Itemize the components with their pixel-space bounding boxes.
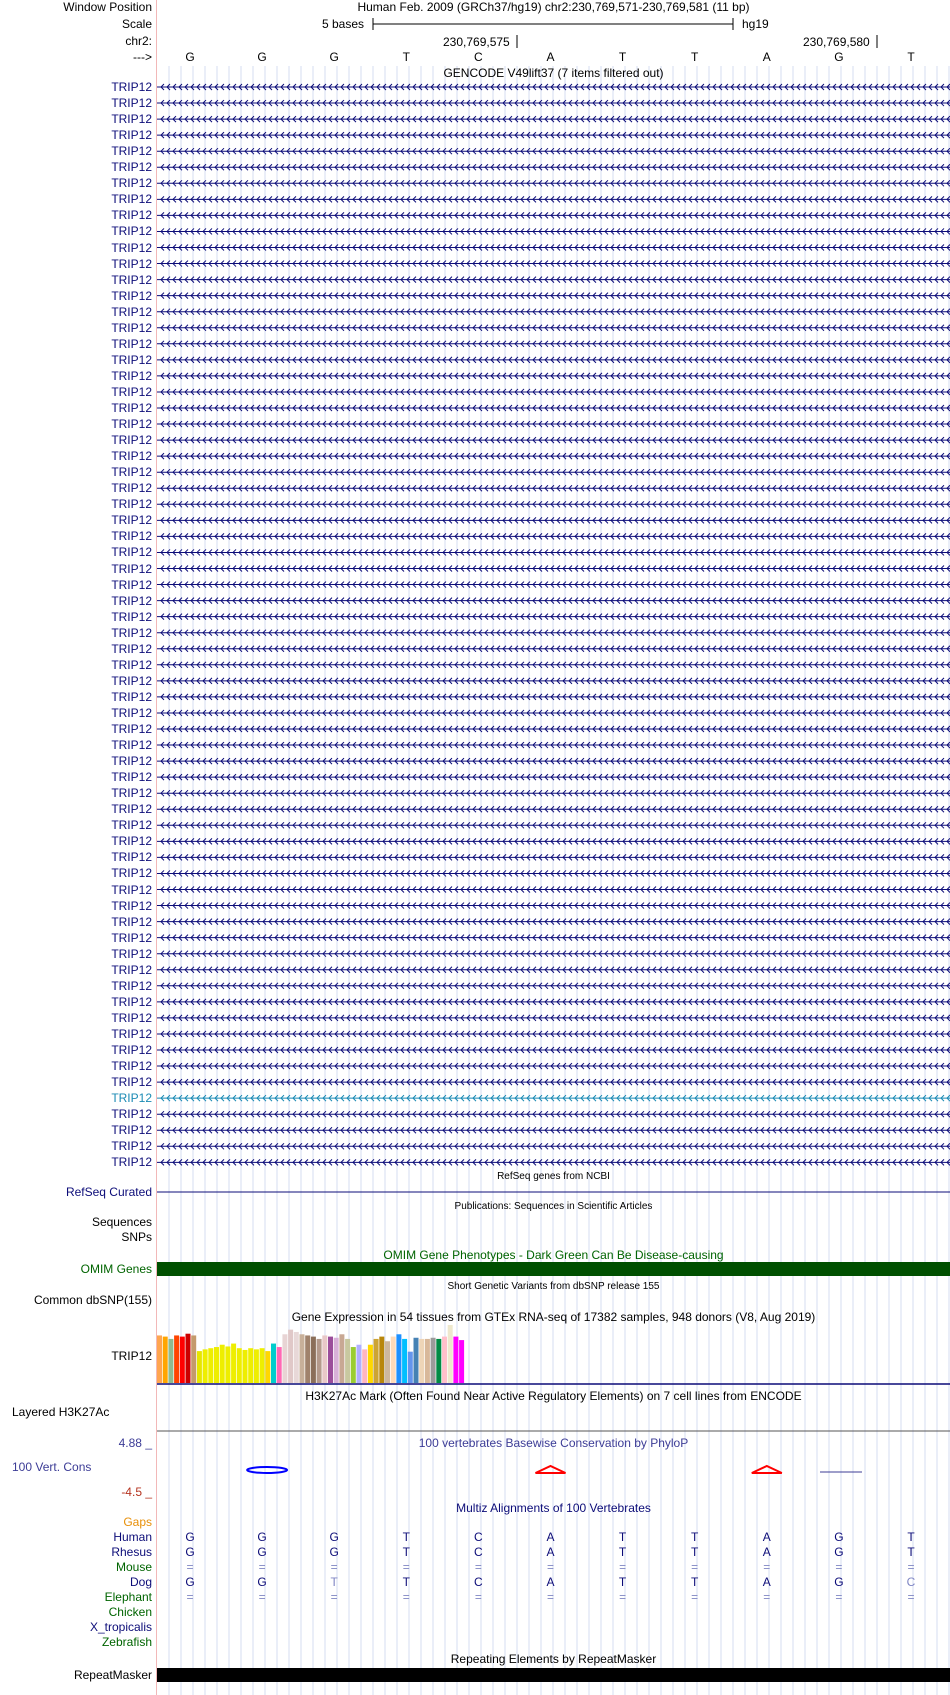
multiz-base: A	[546, 1530, 555, 1544]
gencode-transcript-label[interactable]: TRIP12	[111, 449, 152, 464]
gencode-transcript-label[interactable]: TRIP12	[111, 417, 152, 432]
omim-track-label[interactable]: OMIM Genes	[80, 1262, 152, 1276]
gtex-tissue-bar	[300, 1334, 305, 1383]
gencode-transcript-label[interactable]: TRIP12	[111, 176, 152, 191]
gtex-tissue-bar	[305, 1335, 310, 1383]
phylop-track-label[interactable]: 100 Vert. Cons	[12, 1460, 92, 1474]
gencode-transcript-label[interactable]: TRIP12	[111, 882, 152, 897]
gtex-tissue-bar	[197, 1351, 202, 1383]
multiz-base: =	[691, 1590, 699, 1604]
gtex-track-label[interactable]: TRIP12	[111, 1349, 152, 1363]
gtex-tissue-bar	[408, 1352, 413, 1383]
repeatmasker-track-label[interactable]: RepeatMasker	[73, 1668, 152, 1682]
omim-bar	[157, 1262, 950, 1276]
multiz-base: =	[258, 1560, 266, 1574]
gencode-transcript-label[interactable]: TRIP12	[111, 866, 152, 881]
base-letter: G	[257, 50, 267, 64]
gencode-transcript-label[interactable]: TRIP12	[111, 144, 152, 159]
multiz-base: T	[402, 1530, 410, 1544]
chrom-label: chr2:	[125, 34, 152, 48]
refseq-track-title: RefSeq genes from NCBI	[497, 1171, 610, 1182]
gencode-transcript-label[interactable]: TRIP12	[111, 770, 152, 785]
multiz-base: =	[835, 1560, 843, 1574]
gencode-transcript-label[interactable]: TRIP12	[111, 112, 152, 127]
multiz-base: C	[474, 1545, 483, 1559]
base-letter: T	[691, 50, 699, 64]
multiz-base: =	[619, 1590, 627, 1604]
gencode-transcript-label[interactable]: TRIP12	[111, 786, 152, 801]
multiz-base: =	[402, 1560, 410, 1574]
gencode-transcript-label[interactable]: TRIP12	[111, 128, 152, 143]
multiz-base: =	[763, 1590, 771, 1604]
gtex-tissue-bar	[357, 1345, 362, 1383]
gtex-tissue-bar	[351, 1347, 356, 1383]
multiz-base: =	[402, 1590, 410, 1604]
multiz-base: =	[907, 1590, 915, 1604]
multiz-base: A	[762, 1575, 771, 1589]
strand-label: --->	[133, 50, 152, 64]
gtex-tissue-bar	[254, 1349, 259, 1383]
gencode-transcript-label[interactable]: TRIP12	[111, 850, 152, 865]
gencode-transcript-label[interactable]: TRIP12	[111, 1155, 152, 1170]
gencode-transcript-label[interactable]: TRIP12	[111, 1010, 152, 1025]
multiz-base: G	[257, 1545, 267, 1559]
multiz-base: A	[546, 1545, 555, 1559]
gencode-transcript-label[interactable]: TRIP12	[111, 288, 152, 303]
gencode-transcript-label[interactable]: TRIP12	[111, 962, 152, 977]
base-letter: T	[618, 50, 627, 64]
multiz-base: T	[907, 1545, 915, 1559]
gtex-tissue-bar	[448, 1325, 453, 1383]
gtex-track-title: Gene Expression in 54 tissues from GTEx RNA-seq of 17382 samples, 948 donors (V8, Aug 2019)	[291, 1310, 816, 1324]
gtex-tissue-bar	[231, 1344, 236, 1383]
gtex-tissue-bar	[288, 1330, 293, 1383]
phylop-max-label: 4.88 _	[118, 1436, 152, 1450]
gencode-transcript-label[interactable]: TRIP12	[111, 368, 152, 383]
multiz-base: T	[402, 1545, 410, 1559]
gencode-transcript-label[interactable]: TRIP12	[111, 898, 152, 913]
gencode-transcript-label[interactable]: TRIP12	[111, 192, 152, 207]
gtex-tissue-bar	[174, 1335, 179, 1383]
gencode-track-title: GENCODE V49lift37 (7 items filtered out)	[443, 66, 664, 80]
gtex-tissue-bar	[168, 1339, 173, 1383]
assembly-label: hg19	[742, 17, 769, 31]
multiz-base: =	[907, 1560, 915, 1574]
gtex-tissue-bar	[396, 1334, 401, 1383]
dbsnp-track-title: Short Genetic Variants from dbSNP release 155	[447, 1281, 660, 1292]
multiz-base: G	[185, 1575, 195, 1589]
gencode-transcript-label[interactable]: TRIP12	[111, 208, 152, 223]
gencode-transcript-label[interactable]: TRIP12	[111, 834, 152, 849]
multiz-base: =	[474, 1560, 482, 1574]
gtex-tissue-bar	[260, 1348, 265, 1383]
multiz-base: A	[546, 1575, 555, 1589]
gtex-tissue-bar	[436, 1339, 441, 1383]
gtex-tissue-bar	[220, 1345, 225, 1383]
gencode-transcript-label[interactable]: TRIP12	[111, 80, 152, 94]
base-letter: A	[546, 50, 555, 64]
gencode-transcript-label[interactable]: TRIP12	[111, 657, 152, 672]
gencode-transcript-label[interactable]: TRIP12	[111, 513, 152, 528]
gtex-tissue-bar	[208, 1348, 213, 1383]
gencode-transcript-label[interactable]: TRIP12	[111, 593, 152, 608]
gtex-tissue-bar	[163, 1337, 168, 1383]
multiz-base: =	[546, 1590, 554, 1604]
phylop-glyph-a	[536, 1466, 566, 1473]
gtex-tissue-bar	[186, 1334, 191, 1383]
multiz-base: T	[618, 1530, 627, 1544]
base-letter: G	[329, 50, 339, 64]
coord-label-2: 230,769,580	[803, 35, 870, 49]
multiz-base: =	[330, 1560, 338, 1574]
gtex-tissue-bar	[265, 1351, 270, 1383]
coord-label-1: 230,769,575	[443, 35, 510, 49]
multiz-base: G	[185, 1545, 195, 1559]
multiz-species-label[interactable]: Elephant	[104, 1590, 152, 1604]
gtex-tissue-bar	[425, 1339, 430, 1383]
gencode-transcript-label[interactable]: TRIP12	[111, 160, 152, 175]
h3k27ac-track-title: H3K27Ac Mark (Often Found Near Active Regulatory Elements) on 7 cell lines from ENCODE	[305, 1389, 802, 1403]
gencode-transcript-label[interactable]: TRIP12	[111, 401, 152, 415]
repeatmasker-bar	[157, 1668, 950, 1682]
phylop-min-label: -4.5 _	[121, 1485, 152, 1499]
gtex-tissue-bar	[277, 1347, 282, 1383]
multiz-species-label[interactable]: Rhesus	[111, 1545, 152, 1559]
gencode-transcript-label[interactable]: TRIP12	[111, 336, 152, 351]
multiz-base: =	[186, 1590, 194, 1604]
gtex-tissue-bar	[402, 1339, 407, 1383]
multiz-base: T	[330, 1575, 338, 1589]
gencode-transcript-label[interactable]: TRIP12	[111, 722, 152, 736]
gtex-tissue-bar	[322, 1335, 327, 1383]
gtex-tissue-bar	[362, 1349, 367, 1383]
gencode-transcript-label[interactable]: TRIP12	[111, 320, 152, 335]
gtex-tissue-bar	[157, 1335, 162, 1383]
gtex-tissue-bar	[248, 1348, 253, 1383]
base-letter: G	[834, 50, 844, 64]
multiz-base: T	[691, 1530, 699, 1544]
gencode-transcript-label[interactable]: TRIP12	[111, 352, 152, 367]
gencode-transcript-label[interactable]: TRIP12	[111, 946, 152, 961]
multiz-base: T	[691, 1545, 699, 1559]
multiz-base: =	[186, 1560, 194, 1574]
publications-sequences-label[interactable]: Sequences	[91, 1215, 152, 1229]
phylop-track-title: 100 vertebrates Basewise Conservation by PhyloP	[418, 1436, 689, 1450]
multiz-species-label[interactable]: Mouse	[115, 1560, 152, 1574]
gtex-tissue-bar	[345, 1339, 350, 1383]
base-letter: A	[762, 50, 771, 64]
gencode-transcript-label[interactable]: TRIP12	[111, 705, 152, 720]
gencode-transcript-label[interactable]: TRIP12	[111, 304, 152, 319]
multiz-base: =	[546, 1560, 554, 1574]
gencode-transcript-label[interactable]: TRIP12	[111, 802, 152, 817]
gtex-tissue-bar	[431, 1338, 436, 1383]
gencode-transcript-label[interactable]: TRIP12	[111, 577, 152, 592]
gencode-transcript-label[interactable]: TRIP12	[111, 738, 152, 753]
scale-text: 5 bases	[322, 17, 365, 31]
gencode-transcript-label[interactable]: TRIP12	[111, 384, 152, 399]
gencode-transcript-label[interactable]: TRIP12	[111, 1123, 152, 1138]
gtex-tissue-bar	[317, 1339, 322, 1383]
gencode-transcript-label[interactable]: TRIP12	[111, 994, 152, 1009]
gencode-transcript-label[interactable]: TRIP12	[111, 1075, 152, 1090]
multiz-base: G	[834, 1545, 844, 1559]
multiz-base: =	[691, 1560, 699, 1574]
multiz-species-label[interactable]: X_tropicalis	[89, 1620, 152, 1634]
multiz-base: =	[258, 1590, 266, 1604]
gtex-tissue-bar	[414, 1338, 419, 1383]
gencode-transcript-label[interactable]: TRIP12	[111, 561, 152, 576]
gtex-tissue-bar	[453, 1337, 458, 1383]
gtex-tissue-bar	[282, 1334, 287, 1383]
multiz-base: G	[257, 1575, 267, 1589]
multiz-base: =	[474, 1590, 482, 1604]
multiz-base: A	[762, 1545, 771, 1559]
gencode-transcript-label[interactable]: TRIP12	[111, 673, 152, 688]
gencode-transcript-label[interactable]: TRIP12	[111, 914, 152, 929]
gencode-transcript-label[interactable]: TRIP12	[111, 1026, 152, 1041]
h3k27ac-track-label[interactable]: Layered H3K27Ac	[12, 1405, 110, 1419]
gtex-tissue-bar	[237, 1348, 242, 1383]
multiz-base: G	[257, 1530, 267, 1544]
refseq-track-label[interactable]: RefSeq Curated	[65, 1185, 152, 1199]
gencode-transcript-label[interactable]: TRIP12	[111, 96, 152, 111]
multiz-track-title: Multiz Alignments of 100 Vertebrates	[456, 1501, 651, 1515]
gtex-tissue-bar	[271, 1344, 276, 1383]
base-letter: T	[402, 50, 410, 64]
multiz-base: A	[762, 1530, 771, 1544]
gtex-tissue-bar	[191, 1335, 196, 1383]
multiz-base: G	[834, 1575, 844, 1589]
scale-label: Scale	[121, 17, 152, 31]
multiz-species-label[interactable]: Dog	[129, 1575, 152, 1589]
repeatmasker-track-title: Repeating Elements by RepeatMasker	[450, 1652, 657, 1666]
gtex-tissue-bar	[294, 1332, 299, 1383]
multiz-base: T	[691, 1575, 699, 1589]
gencode-transcript-label[interactable]: TRIP12	[111, 433, 152, 448]
base-letter: T	[907, 50, 915, 64]
gencode-transcript-label[interactable]: TRIP12	[111, 930, 152, 945]
gencode-transcript-label[interactable]: TRIP12	[111, 1091, 152, 1106]
publications-track-title: Publications: Sequences in Scientific Articles	[454, 1201, 653, 1212]
multiz-base: G	[329, 1545, 339, 1559]
gtex-tissue-bar	[419, 1339, 424, 1383]
multiz-base: C	[474, 1530, 483, 1544]
gencode-transcript-label[interactable]: TRIP12	[111, 545, 152, 560]
multiz-base: C	[474, 1575, 483, 1589]
dbsnp-track-label[interactable]: Common dbSNP(155)	[33, 1293, 152, 1307]
gtex-tissue-bar	[334, 1338, 339, 1383]
gtex-tissue-bar	[379, 1337, 384, 1383]
gtex-tissue-bar	[391, 1337, 396, 1383]
gtex-tissue-bar	[225, 1346, 230, 1383]
gencode-transcript-label[interactable]: TRIP12	[111, 609, 152, 624]
gtex-tissue-bar	[180, 1337, 185, 1383]
multiz-base: =	[619, 1560, 627, 1574]
gencode-transcript-label[interactable]: TRIP12	[111, 625, 152, 640]
gtex-tissue-bar	[339, 1334, 344, 1383]
multiz-base: G	[834, 1530, 844, 1544]
gtex-tissue-bar	[311, 1337, 316, 1383]
multiz-species-label[interactable]: Zebrafish	[101, 1635, 152, 1649]
phylop-glyph-a	[752, 1466, 782, 1473]
multiz-base: =	[330, 1590, 338, 1604]
multiz-base: G	[329, 1530, 339, 1544]
gencode-transcript-label[interactable]: TRIP12	[111, 1043, 152, 1057]
gtex-tissue-bar	[243, 1350, 248, 1383]
window-position-label: Window Position	[63, 0, 152, 14]
multiz-base: T	[618, 1545, 627, 1559]
gtex-tissue-bar	[374, 1339, 379, 1383]
omim-track-title: OMIM Gene Phenotypes - Dark Green Can Be Disease-causing	[383, 1248, 724, 1262]
gencode-transcript-label[interactable]: TRIP12	[111, 689, 152, 704]
gencode-transcript-label[interactable]: TRIP12	[111, 272, 152, 287]
base-letter: G	[185, 50, 195, 64]
gtex-tissue-bar	[214, 1347, 219, 1383]
gencode-transcript-label[interactable]: TRIP12	[111, 1107, 152, 1122]
gencode-transcript-label[interactable]: TRIP12	[111, 1139, 152, 1154]
base-letter: C	[474, 50, 483, 64]
multiz-base: T	[402, 1575, 410, 1589]
multiz-species-label[interactable]: Gaps	[123, 1515, 152, 1529]
gencode-transcript-label[interactable]: TRIP12	[111, 978, 152, 993]
multiz-base: T	[907, 1530, 915, 1544]
gencode-transcript-label[interactable]: TRIP12	[111, 224, 152, 239]
gencode-transcript-label[interactable]: TRIP12	[111, 240, 152, 255]
publications-snps-label[interactable]: SNPs	[121, 1230, 152, 1244]
gencode-transcript-label[interactable]: TRIP12	[111, 497, 152, 512]
multiz-species-label[interactable]: Chicken	[108, 1605, 152, 1619]
gtex-tissue-bar	[442, 1337, 447, 1383]
gencode-transcript-label[interactable]: TRIP12	[111, 754, 152, 769]
gencode-transcript-label[interactable]: TRIP12	[111, 1059, 152, 1074]
multiz-base: G	[185, 1530, 195, 1544]
gtex-tissue-bar	[203, 1349, 208, 1383]
gencode-transcript-label[interactable]: TRIP12	[111, 641, 152, 656]
gencode-transcript-label[interactable]: TRIP12	[111, 256, 152, 271]
gtex-tissue-bar	[385, 1341, 390, 1383]
gtex-tissue-bar	[368, 1345, 373, 1383]
gencode-transcript-label[interactable]: TRIP12	[111, 465, 152, 480]
gtex-tissue-bar	[328, 1337, 333, 1383]
multiz-base: =	[835, 1590, 843, 1604]
multiz-species-label[interactable]: Human	[113, 1530, 152, 1544]
gencode-transcript-label[interactable]: TRIP12	[111, 529, 152, 544]
gencode-transcript-label[interactable]: TRIP12	[111, 481, 152, 496]
multiz-base: =	[763, 1560, 771, 1574]
multiz-base: T	[618, 1575, 627, 1589]
multiz-base: C	[906, 1575, 916, 1589]
gtex-tissue-bar	[459, 1340, 464, 1383]
position-text: Human Feb. 2009 (GRCh37/hg19) chr2:230,769,571-230,769,581 (11 bp)	[357, 0, 750, 14]
gencode-transcript-label[interactable]: TRIP12	[111, 818, 152, 833]
